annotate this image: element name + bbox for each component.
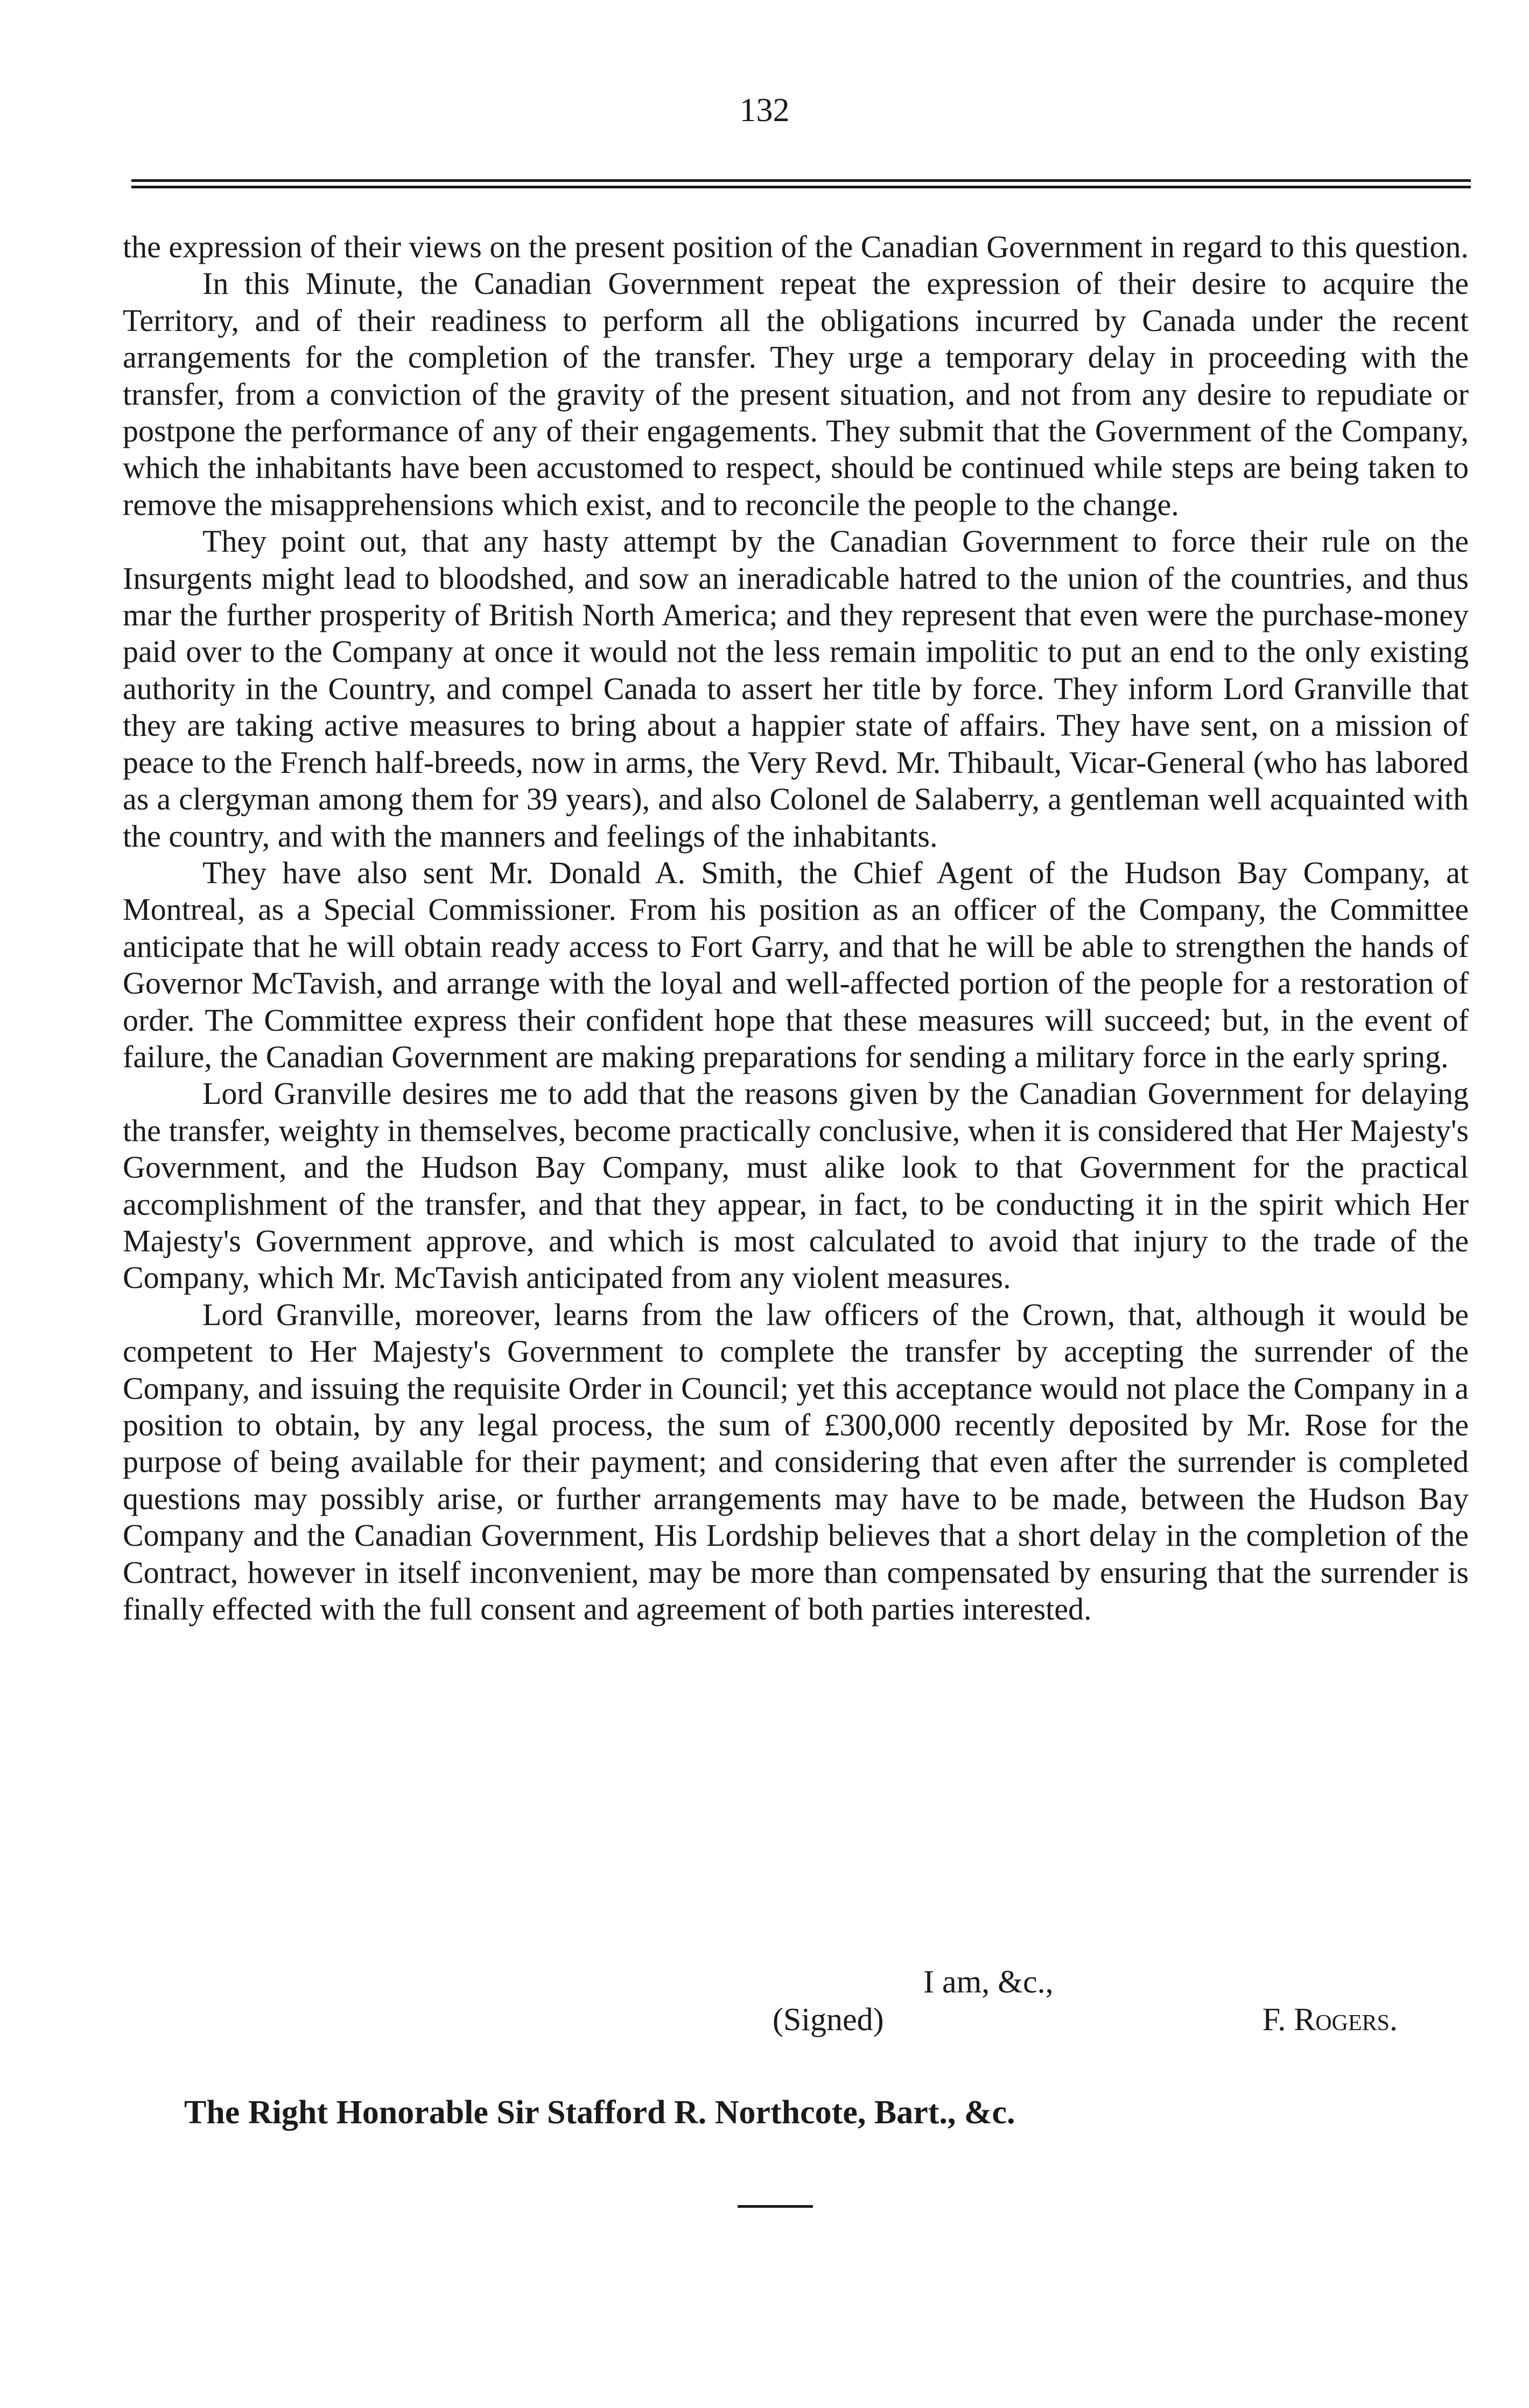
letter-body <box>123 229 1469 1628</box>
signed-label: (Signed) <box>773 2002 884 2037</box>
header-double-rule <box>131 179 1471 189</box>
paragraph-insurgents: They point out, that any hasty attempt by the Canadian Government to force their rule on the Insurgents might lead to bloodshed, and sow an ineradicable hatred to the union of the countries, and thus mar the further prosperity of British North America; and they represent that even were the purchase-money paid over to the Company at once it would not the less remain impolitic to put an end to the only existing authority in the Country, and compel Canada to assert her title by force. They inform Lord Granville that they are taking active measures to bring about a happier state of affairs. They have sent, on a mission of peace to the French half-breeds, now in arms, the Very Revd. Mr. Thibault, Vicar-General (who has labored as a clergyman among them for 39 years), and also Colonel de Salaberry, a gentleman well acquainted with the country, and with the manners and feelings of the inhabitants. <box>123 524 1469 854</box>
end-rule <box>738 2205 813 2208</box>
signatory-name: F. Rogers. <box>1262 2002 1398 2037</box>
paragraph-reasons-for-delay: Lord Granville desires me to add that the reasons given by the Canadian Government for delaying the transfer, weighty in themselves, become practically conclusive, when it is considered that Her Majesty's Government, and the Hudson Bay Company, must alike look to that Government for the practical accomplishment of the transfer, and that they appear, in fact, to be conducting it in the spirit which Her Majesty's Government approve, and which is most calculated to avoid that injury to the trade of the Company, which Mr. McTavish anticipated from any violent measures. <box>123 1076 1469 1295</box>
paragraph-minute: In this Minute, the Canadian Government repeat the expression of their desire to acquire the Territory, and of their readiness to perform all the obligations incurred by Canada under the recent arrangements for the completion of the transfer. They urge a temporary delay in proceeding with the transfer, from a conviction of the gravity of the present situation, and not from any desire to repudiate or postpone the performance of any of their engagements. They submit that the Government of the Company, which the inhabitants have been accustomed to respect, should be continued while steps are being taken to remove the misapprehensions which exist, and to reconcile the people to the change. <box>123 266 1469 522</box>
header-rule-bottom <box>131 186 1471 188</box>
paragraph-law-officers: Lord Granville, moreover, learns from the law officers of the Crown, that, although it would be competent to Her Majesty's Government to complete the transfer by accepting the surrender of the Company, and issuing the requisite Order in Council; yet this acceptance would not place the Company in a position to obtain, by any legal process, the sum of £300,000 recently deposited by Mr. Rose for the purpose of being available for their payment; and considering that even after the surrender is completed questions may possibly arise, or further arrangements may have to be made, between the Hudson Bay Company and the Canadian Government, His Lordship believes that a short delay in the completion of the Contract, however in itself inconvenient, may be more than compensated by ensuring that the surrender is finally effected with the full consent and agreement of both parties interested. <box>123 1297 1469 1627</box>
header-rule-top <box>131 179 1471 182</box>
page-number: 132 <box>739 92 790 129</box>
paragraph-special-commissioner: They have also sent Mr. Donald A. Smith, the Chief Agent of the Hudson Bay Company, at Montreal, as a Special Commissioner. From his position as an officer of the Company, the Committee anticipate that he will obtain ready access to Fort Garry, and that he will be able to strengthen the hands of Governor McTavish, and arrange with the loyal and well-affected portion of the people for a restoration of order. The Committee express their confident hope that these measures will succeed; but, in the event of failure, the Canadian Government are making preparations for sending a military force in the early spring. <box>123 855 1469 1074</box>
addressee-line: The Right Honorable Sir Stafford R. Northcote, Bart., &c. <box>184 2094 1015 2131</box>
paragraph-continuation: the expression of their views on the present position of the Canadian Government in regard to this question. <box>123 229 1469 264</box>
valediction: I am, &c., <box>923 1964 1054 1999</box>
